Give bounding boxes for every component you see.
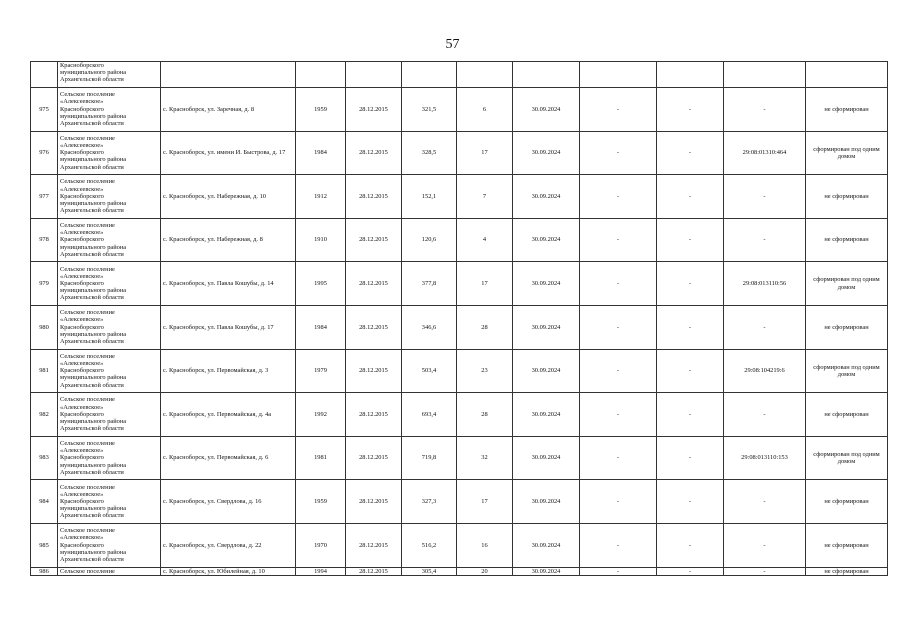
cell-cadastral: -: [724, 480, 806, 524]
table-row-continued: [31, 62, 888, 88]
cell-status: не сформирован: [806, 175, 888, 219]
table-row: [31, 393, 888, 437]
cell-number: 982: [31, 393, 58, 437]
cell-deadline: 30.09.2024: [513, 436, 580, 480]
table-row: [31, 567, 888, 575]
cell-deadline: 30.09.2024: [513, 305, 580, 349]
cell-date: 28.12.2015: [346, 393, 402, 437]
cell-deadline: 30.09.2024: [513, 262, 580, 306]
cell-col9: -: [580, 88, 657, 132]
cell-area: 516,2: [402, 523, 457, 567]
cell-number: 984: [31, 480, 58, 524]
cell-status: сформирован под одним домом: [806, 262, 888, 306]
cell-date: 28.12.2015: [346, 131, 402, 175]
cell-date: 28.12.2015: [346, 175, 402, 219]
cell-municipality: Сельское поселение «Алексеевское» Красноборского муниципального района Архангельской области: [58, 262, 161, 306]
cell-col9: -: [580, 567, 657, 575]
cell-municipality: Сельское поселение «Алексеевское» Красноборского муниципального района Архангельской области: [58, 480, 161, 524]
cell-col10: [657, 62, 724, 88]
cell-number: 986: [31, 567, 58, 575]
cell-col9: [580, 62, 657, 88]
cell-count: 16: [457, 523, 513, 567]
cell-col10: -: [657, 567, 724, 575]
cell-cadastral: -: [724, 218, 806, 262]
cell-status: сформирован под одним домом: [806, 436, 888, 480]
cell-year: 1912: [296, 175, 346, 219]
cell-col10: -: [657, 523, 724, 567]
cell-count: 23: [457, 349, 513, 393]
cell-municipality: Сельское поселение «Алексеевское» Красноборского муниципального района Архангельской области: [58, 131, 161, 175]
cell-deadline: 30.09.2024: [513, 349, 580, 393]
cell-municipality: Сельское поселение: [58, 567, 161, 575]
cell-count: 17: [457, 262, 513, 306]
cell-date: 28.12.2015: [346, 567, 402, 575]
cell-municipality: Сельское поселение «Алексеевское» Красноборского муниципального района Архангельской области: [58, 349, 161, 393]
cell-cadastral: 29:08:013110:153: [724, 436, 806, 480]
cell-address: с. Красноборск, ул. Первомайская, д. 4а: [161, 393, 296, 437]
cell-col10: -: [657, 393, 724, 437]
cell-col9: -: [580, 480, 657, 524]
cell-municipality: Сельское поселение «Алексеевское» Красноборского муниципального района Архангельской области: [58, 305, 161, 349]
cell-cadastral: [724, 62, 806, 88]
cell-cadastral: 29:08:104219:6: [724, 349, 806, 393]
cell-number: 985: [31, 523, 58, 567]
cell-date: 28.12.2015: [346, 436, 402, 480]
table-body: [31, 62, 888, 576]
cell-col10: -: [657, 131, 724, 175]
cell-col10: -: [657, 305, 724, 349]
cell-col10: -: [657, 480, 724, 524]
cell-col10: -: [657, 262, 724, 306]
cell-status: сформирован под одним домом: [806, 349, 888, 393]
cell-col9: -: [580, 131, 657, 175]
cell-col9: -: [580, 218, 657, 262]
cell-number: 977: [31, 175, 58, 219]
cell-deadline: 30.09.2024: [513, 393, 580, 437]
cell-status: не сформирован: [806, 218, 888, 262]
register-table: [30, 61, 888, 576]
cell-date: 28.12.2015: [346, 480, 402, 524]
cell-col9: -: [580, 393, 657, 437]
cell-deadline: 30.09.2024: [513, 175, 580, 219]
cell-deadline: [513, 62, 580, 88]
table-row: [31, 349, 888, 393]
cell-status: не сформирован: [806, 523, 888, 567]
cell-col9: -: [580, 305, 657, 349]
cell-date: 28.12.2015: [346, 523, 402, 567]
cell-col9: -: [580, 175, 657, 219]
cell-cadastral: -: [724, 567, 806, 575]
cell-area: 120,6: [402, 218, 457, 262]
cell-area: 719,8: [402, 436, 457, 480]
cell-municipality: Сельское поселение «Алексеевское» Красноборского муниципального района Архангельской области: [58, 88, 161, 132]
cell-count: 20: [457, 567, 513, 575]
cell-address: с. Красноборск, ул. Свердлова, д. 22: [161, 523, 296, 567]
cell-number: 978: [31, 218, 58, 262]
cell-address: с. Красноборск, ул. Первомайская, д. 6: [161, 436, 296, 480]
cell-year: 1979: [296, 349, 346, 393]
cell-address: с. Красноборск, ул. Набережная, д. 8: [161, 218, 296, 262]
cell-area: [402, 62, 457, 88]
cell-year: 1959: [296, 480, 346, 524]
cell-count: 17: [457, 131, 513, 175]
cell-count: 28: [457, 393, 513, 437]
cell-status: не сформирован: [806, 567, 888, 575]
cell-municipality: Сельское поселение «Алексеевское» Красноборского муниципального района Архангельской области: [58, 523, 161, 567]
cell-status: не сформирован: [806, 480, 888, 524]
cell-date: [346, 62, 402, 88]
cell-col9: -: [580, 262, 657, 306]
cell-count: [457, 62, 513, 88]
cell-count: 32: [457, 436, 513, 480]
cell-col10: -: [657, 349, 724, 393]
cell-status: не сформирован: [806, 305, 888, 349]
cell-year: [296, 62, 346, 88]
cell-cadastral: -: [724, 523, 806, 567]
cell-number: 980: [31, 305, 58, 349]
cell-area: 305,4: [402, 567, 457, 575]
cell-cadastral: -: [724, 393, 806, 437]
cell-date: 28.12.2015: [346, 218, 402, 262]
cell-cadastral: 29:08:013110:56: [724, 262, 806, 306]
cell-year: 1995: [296, 262, 346, 306]
cell-area: 346,6: [402, 305, 457, 349]
table-row: [31, 262, 888, 306]
cell-status: не сформирован: [806, 88, 888, 132]
cell-status: сформирован под одним домом: [806, 131, 888, 175]
table-row: [31, 218, 888, 262]
cell-year: 1984: [296, 131, 346, 175]
cell-number: 976: [31, 131, 58, 175]
cell-year: 1970: [296, 523, 346, 567]
cell-number: 983: [31, 436, 58, 480]
cell-date: 28.12.2015: [346, 305, 402, 349]
cell-col10: -: [657, 175, 724, 219]
cell-col10: -: [657, 88, 724, 132]
cell-count: 17: [457, 480, 513, 524]
table-row: [31, 131, 888, 175]
cell-date: 28.12.2015: [346, 262, 402, 306]
cell-status: [806, 62, 888, 88]
cell-date: 28.12.2015: [346, 349, 402, 393]
cell-address: с. Красноборск, ул. Набережная, д. 10: [161, 175, 296, 219]
cell-col9: -: [580, 436, 657, 480]
cell-area: 152,1: [402, 175, 457, 219]
cell-address: [161, 62, 296, 88]
cell-year: 1992: [296, 393, 346, 437]
table-row: [31, 305, 888, 349]
cell-address: с. Красноборск, ул. Заречная, д. 8: [161, 88, 296, 132]
cell-year: 1959: [296, 88, 346, 132]
cell-municipality: Красноборского муниципального района Архангельской области: [58, 62, 161, 88]
cell-year: 1910: [296, 218, 346, 262]
cell-area: 328,5: [402, 131, 457, 175]
cell-year: 1981: [296, 436, 346, 480]
table-row: [31, 436, 888, 480]
cell-deadline: 30.09.2024: [513, 480, 580, 524]
cell-deadline: 30.09.2024: [513, 567, 580, 575]
cell-col9: -: [580, 523, 657, 567]
cell-count: 28: [457, 305, 513, 349]
cell-address: с. Красноборск, ул. Павла Кошубы, д. 17: [161, 305, 296, 349]
cell-col9: -: [580, 349, 657, 393]
cell-col10: -: [657, 218, 724, 262]
cell-cadastral: -: [724, 88, 806, 132]
cell-cadastral: -: [724, 175, 806, 219]
cell-address: с. Красноборск, ул. имени И. Быстрова, д. 17: [161, 131, 296, 175]
cell-area: 693,4: [402, 393, 457, 437]
cell-deadline: 30.09.2024: [513, 523, 580, 567]
cell-municipality: Сельское поселение «Алексеевское» Красноборского муниципального района Архангельской области: [58, 175, 161, 219]
cell-municipality: Сельское поселение «Алексеевское» Красноборского муниципального района Архангельской области: [58, 218, 161, 262]
table-row: [31, 523, 888, 567]
cell-number: 975: [31, 88, 58, 132]
cell-year: 1994: [296, 567, 346, 575]
cell-area: 377,8: [402, 262, 457, 306]
cell-cadastral: -: [724, 305, 806, 349]
cell-area: 327,3: [402, 480, 457, 524]
cell-address: с. Красноборск, ул. Свердлова, д. 16: [161, 480, 296, 524]
cell-date: 28.12.2015: [346, 88, 402, 132]
table-row: [31, 480, 888, 524]
cell-number: 979: [31, 262, 58, 306]
cell-address: с. Красноборск, ул. Юбилейная, д. 10: [161, 567, 296, 575]
cell-year: 1984: [296, 305, 346, 349]
cell-address: с. Красноборск, ул. Первомайская, д. 3: [161, 349, 296, 393]
page-number: 57: [445, 37, 460, 52]
cell-municipality: Сельское поселение «Алексеевское» Красноборского муниципального района Архангельской области: [58, 436, 161, 480]
cell-status: не сформирован: [806, 393, 888, 437]
cell-area: 321,5: [402, 88, 457, 132]
cell-number: 981: [31, 349, 58, 393]
table-row: [31, 175, 888, 219]
cell-cadastral: 29:08:01310:464: [724, 131, 806, 175]
cell-count: 7: [457, 175, 513, 219]
table-row: [31, 88, 888, 132]
cell-municipality: Сельское поселение «Алексеевское» Красноборского муниципального района Архангельской области: [58, 393, 161, 437]
cell-deadline: 30.09.2024: [513, 218, 580, 262]
cell-area: 503,4: [402, 349, 457, 393]
cell-deadline: 30.09.2024: [513, 131, 580, 175]
cell-address: с. Красноборск, ул. Павла Кошубы, д. 14: [161, 262, 296, 306]
cell-deadline: 30.09.2024: [513, 88, 580, 132]
cell-number: [31, 62, 58, 88]
cell-count: 6: [457, 88, 513, 132]
cell-col10: -: [657, 436, 724, 480]
cell-count: 4: [457, 218, 513, 262]
